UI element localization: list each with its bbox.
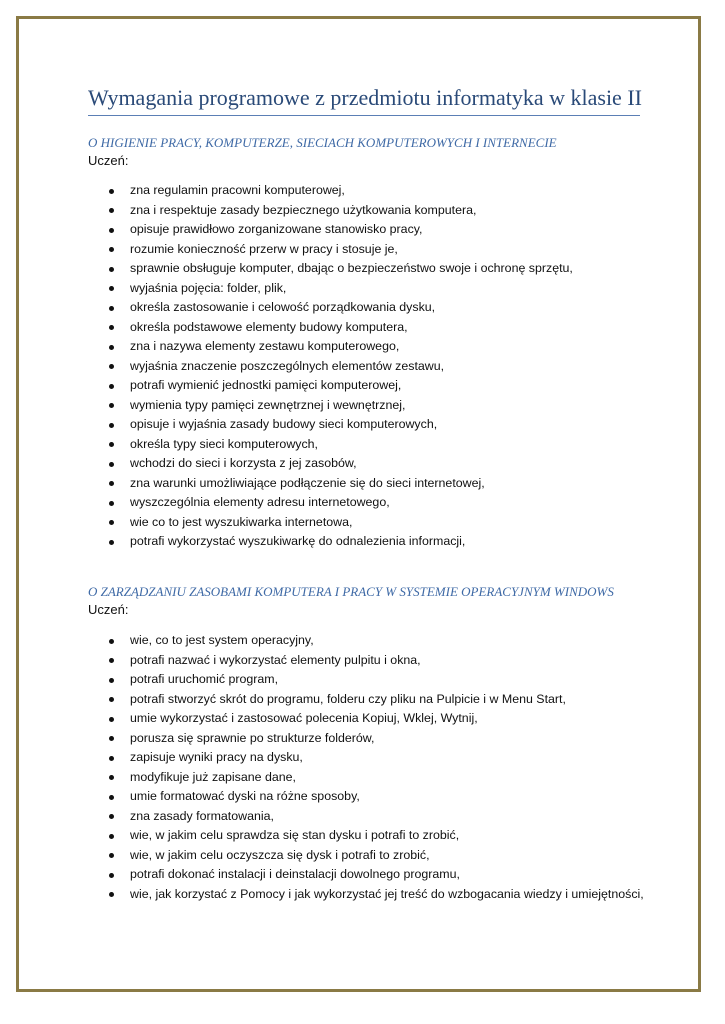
list-item-text: określa podstawowe elementy budowy komputera, (130, 319, 408, 334)
list-item-text: wie co to jest wyszukiwarka internetowa, (130, 514, 353, 529)
list-item-text: potrafi uruchomić program, (130, 672, 279, 686)
bullet-icon (109, 306, 114, 311)
bullet-icon (109, 345, 114, 350)
list-item (88, 474, 648, 494)
section-heading-windows: O ZARZĄDZANIU ZASOBAMI KOMPUTERA I PRACY W SYSTEMIE OPERACYJNYM WINDOWS (88, 584, 614, 599)
list-item-text: zna regulamin pracowni komputerowej, (130, 183, 345, 197)
bullet-icon (109, 208, 114, 213)
list-item-text: zna warunki umożliwiające podłączenie się do sieci internetowej, (130, 475, 485, 490)
bullet-icon (109, 658, 114, 663)
bullet-icon (109, 775, 114, 780)
list-item (88, 826, 648, 846)
list-item (88, 337, 648, 357)
bullet-icon (109, 247, 114, 252)
list-item (88, 435, 648, 455)
list-item-text: rozumie konieczność przerw w pracy i stosuje je, (130, 241, 398, 256)
list-item (88, 357, 648, 377)
bullet-icon (109, 286, 114, 291)
list-item (88, 846, 648, 866)
list-item-text: określa zastosowanie i celowość porządkowania dysku, (130, 300, 436, 314)
list-item (88, 729, 648, 749)
list-item (88, 318, 648, 338)
bullet-icon (109, 384, 114, 389)
list-item (88, 454, 648, 474)
list-item-text: wymienia typy pamięci zewnętrznej i wewnętrznej, (130, 397, 406, 412)
list-item-text: opisuje i wyjaśnia zasady budowy sieci komputerowych, (130, 417, 438, 431)
list-item (88, 748, 648, 768)
list-item (88, 376, 648, 396)
list-item-text: modyfikuje już zapisane dane, (130, 769, 296, 784)
list-item-text: opisuje prawidłowo zorganizowane stanowisko pracy, (130, 222, 423, 236)
list-item (88, 240, 648, 260)
list-item (88, 787, 648, 807)
bullet-icon (109, 481, 114, 486)
list-item-text: porusza się sprawnie po strukturze folderów, (130, 730, 375, 745)
bullet-icon (109, 736, 114, 741)
list-item-text: zna i nazywa elementy zestawu komputerowego, (130, 339, 400, 353)
bullet-icon (109, 364, 114, 369)
bullet-icon (109, 795, 114, 800)
list-item-text: wie, w jakim celu sprawdza się stan dysku i potrafi to zrobić, (130, 828, 460, 842)
list-item-text: zna zasady formatowania, (130, 808, 274, 823)
list-item (88, 513, 648, 533)
list-item-text: potrafi wymienić jednostki pamięci komputerowej, (130, 378, 402, 392)
list-item-text: zna i respektuje zasady bezpiecznego użytkowania komputera, (130, 202, 477, 217)
list-item (88, 181, 648, 201)
bullet-icon (109, 442, 114, 447)
list-item (88, 768, 648, 788)
bullet-icon (109, 892, 114, 897)
list-item-text: potrafi wykorzystać wyszukiwarkę do odnalezienia informacji, (130, 534, 466, 548)
list-item-text: sprawnie obsługuje komputer, dbając o bezpieczeństwo swoje i ochronę sprzętu, (130, 261, 573, 275)
list-item (88, 709, 648, 729)
student-label: Uczeń: (88, 602, 129, 617)
bullet-icon (109, 814, 114, 819)
bullet-icon (109, 639, 114, 644)
bullet-icon (109, 228, 114, 233)
bullet-icon (109, 697, 114, 702)
requirements-list-hygiene (88, 181, 648, 552)
list-item (88, 298, 648, 318)
list-item-text: umie formatować dyski na różne sposoby, (130, 789, 360, 803)
list-item-text: wchodzi do sieci i korzysta z jej zasobów, (130, 456, 357, 470)
section-heading-hygiene: O HIGIENIE PRACY, KOMPUTERZE, SIECIACH KOMPUTEROWYCH I INTERNECIE (88, 135, 557, 150)
list-item-text: wie, jak korzystać z Pomocy i jak wykorzystać jej treść do wzbogacania wiedzy i umiejętności, (130, 886, 644, 901)
list-item (88, 885, 648, 905)
list-item (88, 201, 648, 221)
list-item (88, 532, 648, 552)
list-item (88, 279, 648, 299)
bullet-icon (109, 501, 114, 506)
bullet-icon (109, 325, 114, 330)
bullet-icon (109, 678, 114, 683)
list-item-text: potrafi stworzyć skrót do programu, folderu czy pliku na Pulpicie i w Menu Start, (130, 691, 566, 706)
list-item-text: wie, co to jest system operacyjny, (130, 633, 314, 647)
bullet-icon (109, 756, 114, 761)
bullet-icon (109, 834, 114, 839)
list-item-text: wie, w jakim celu oczyszcza się dysk i potrafi to zrobić, (130, 847, 430, 862)
bullet-icon (109, 853, 114, 858)
list-item (88, 670, 648, 690)
list-item-text: wyjaśnia pojęcia: folder, plik, (130, 280, 287, 295)
list-item (88, 415, 648, 435)
list-item-text: potrafi dokonać instalacji i deinstalacji dowolnego programu, (130, 867, 460, 881)
bullet-icon (109, 873, 114, 878)
list-item (88, 690, 648, 710)
list-item (88, 865, 648, 885)
student-label: Uczeń: (88, 153, 129, 168)
list-item (88, 807, 648, 827)
bullet-icon (109, 403, 114, 408)
list-item (88, 493, 648, 513)
bullet-icon (109, 540, 114, 545)
list-item-text: wyszczególnia elementy adresu internetowego, (130, 495, 390, 509)
list-item-text: umie wykorzystać i zastosować polecenia Kopiuj, Wklej, Wytnij, (130, 711, 478, 725)
list-item (88, 651, 648, 671)
list-item-text: wyjaśnia znaczenie poszczególnych elementów zestawu, (130, 358, 445, 373)
bullet-icon (109, 717, 114, 722)
list-item (88, 220, 648, 240)
bullet-icon (109, 423, 114, 428)
list-item (88, 631, 648, 651)
list-item (88, 396, 648, 416)
list-item-text: zapisuje wyniki pracy na dysku, (130, 750, 303, 764)
list-item-text: potrafi nazwać i wykorzystać elementy pulpitu i okna, (130, 652, 421, 667)
list-item-text: określa typy sieci komputerowych, (130, 436, 318, 451)
requirements-list-windows (88, 631, 648, 904)
bullet-icon (109, 520, 114, 525)
bullet-icon (109, 267, 114, 272)
bullet-icon (109, 462, 114, 467)
document-title: Wymagania programowe z przedmiotu informatyka w klasie II (88, 84, 640, 116)
bullet-icon (109, 189, 114, 194)
list-item (88, 259, 648, 279)
